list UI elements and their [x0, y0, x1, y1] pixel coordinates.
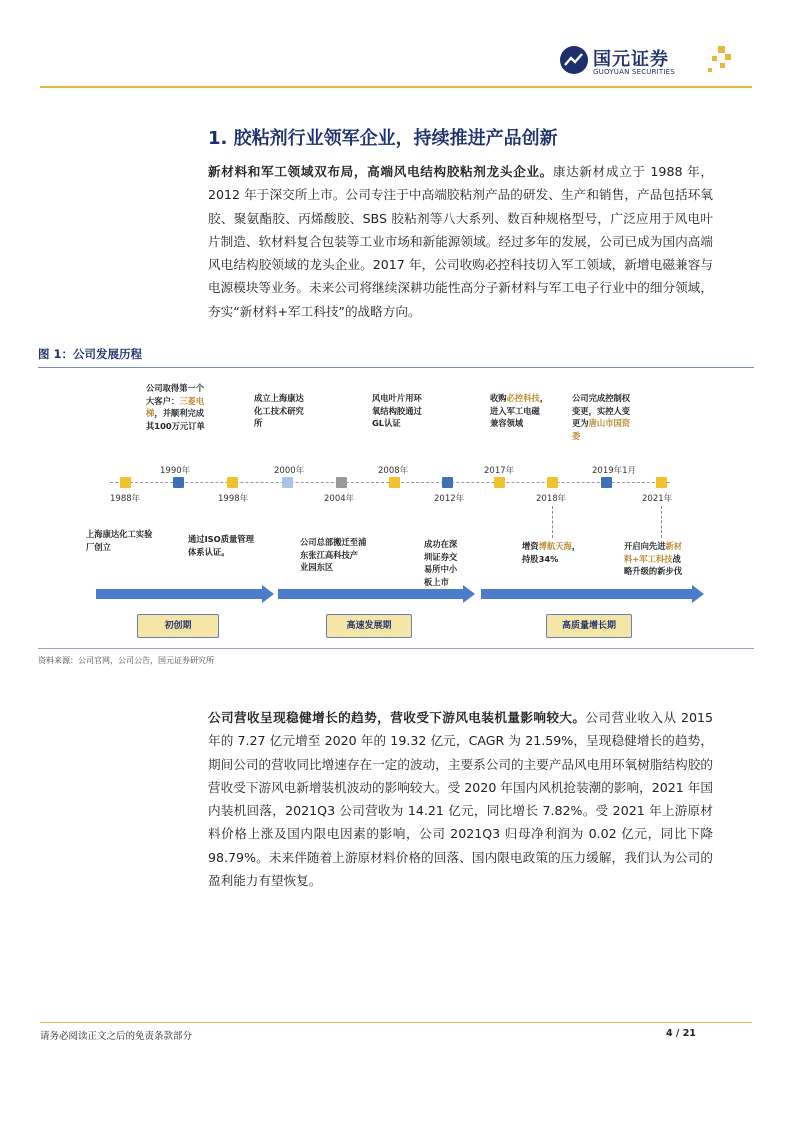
stem-2018 [552, 506, 553, 538]
marker-1998 [227, 477, 238, 488]
stem-2021 [661, 506, 662, 538]
logo-text-cn: 国元证券 [593, 49, 669, 70]
year-2004: 2004年 [324, 494, 355, 504]
event-2004: 公司总部搬迁至浦 东张江高科技产 业园东区 [300, 537, 367, 572]
logo-mark-icon [560, 46, 588, 74]
event-2000: 成立上海康达 化工技术研究 所 [254, 393, 304, 428]
event-2021: 开启向先进新材 料+军工科技战 略升级的新步伐 [624, 541, 683, 576]
event-1998: 通过ISO质量管理 体系认证。 [188, 534, 254, 557]
figure-title: 图 1：公司发展历程 [38, 347, 143, 361]
event-2008: 风电叶片用环 氧结构胶通过 GL认证 [372, 393, 422, 428]
phase-startup: 初创期 [137, 614, 219, 638]
footer-disclaimer: 请务必阅读正文之后的免责条款部分 [40, 1031, 193, 1042]
logo-text-en: GUOYUAN SECURITIES [593, 68, 675, 76]
intro-paragraph [208, 160, 713, 323]
year-1990: 1990年 [160, 466, 191, 476]
year-2017: 2017年 [484, 466, 515, 476]
revenue-body: 公司营业收入从 2015 年的 7.27 亿元增至 2020 年的 19.32 亿元，CAGR 为 21.59%，呈现稳健增长的趋势，期间公司的营收同比增速存在一定的波动，主要系公司的主要产品风电用环氧树脂结构胶的营收受下游风电新增装机波动的影响较大。受 2020 年国内风机抢装潮的影响，2021 年国内装机回落，2021Q3 公司营收为 14.21 亿元，同比增长 7.82%。受 2021 年上游原材料价格上涨及国内限电因素的影响，公司 2021Q3 归母净利润为 0.02 亿元，同比下降 98.79%。未来伴随着上游原材料价格的回落、国内限电政策的压力缓解，我们认为公司的盈利能力有望恢复。 [208, 710, 713, 889]
marker-1988 [120, 477, 131, 488]
phase-arrow-3 [481, 585, 704, 603]
marker-2004 [336, 477, 347, 488]
year-2012: 2012年 [434, 494, 465, 504]
phase-rapid-growth: 高速发展期 [326, 614, 412, 638]
year-1988: 1988年 [110, 494, 141, 504]
phase-quality-growth: 高质量增长期 [546, 614, 632, 638]
page-number: 4 / 21 [666, 1028, 696, 1039]
marker-2019 [601, 477, 612, 488]
year-2008: 2008年 [378, 466, 409, 476]
marker-2021 [656, 477, 667, 488]
phase-arrow-2 [278, 585, 475, 603]
section-title: 1. 胶粘剂行业领军企业，持续推进产品创新 [208, 128, 558, 149]
year-2000: 2000年 [274, 466, 305, 476]
year-2018: 2018年 [536, 494, 567, 504]
revenue-paragraph [208, 706, 713, 892]
marker-2008 [389, 477, 400, 488]
timeline-figure [38, 368, 754, 648]
event-1990: 公司取得第一个 大客户：三菱电 梯，并顺利完成 其100万元订单 [146, 383, 205, 431]
marker-2012 [442, 477, 453, 488]
year-1998: 1998年 [218, 494, 249, 504]
event-2017: 收购必控科技， 进入军工电磁 兼容领域 [490, 393, 549, 428]
brand-logo [560, 44, 730, 84]
footer-divider [40, 1022, 752, 1023]
figure-source: 资料来源：公司官网，公司公告，国元证券研究所 [38, 656, 214, 665]
year-2021: 2021年 [642, 494, 673, 504]
header-divider [40, 86, 752, 88]
event-1988: 上海康达化工实验 厂创立 [86, 529, 153, 552]
event-2019: 公司完成控制权 变更，实控人变 更为唐山市国资 委 [572, 393, 631, 441]
phase-arrow-1 [96, 585, 274, 603]
marker-2000 [282, 477, 293, 488]
intro-body: 康达新材成立于 1988 年，2012 年于深交所上市。公司专注于中高端胶粘剂产品的研发、生产和销售，产品包括环氧胶、聚氨酯胶、丙烯酸胶、SBS 胶粘剂等八大系列、数百种规格型号，广泛应用于风电叶片制造、软材料复合包装等工业市场和新能源领域。经过多年的发展，公司已成为国内高端风电结构胶领域的龙头企业。2017 年，公司收购必控科技切入军工领域，新增电磁兼容与电源模块等业务。未来公司将继续深耕功能性高分子新材料与军工电子行业中的细分领域，夯实“新材料+军工科技”的战略方向。 [208, 164, 714, 319]
event-2018: 增资博航天海， 持股34% [522, 541, 581, 564]
marker-2018 [547, 477, 558, 488]
marker-1990 [173, 477, 184, 488]
logo-dots-icon [704, 46, 732, 76]
event-2012: 成功在深 圳证券交 易所中小 板上市 [424, 539, 458, 587]
intro-lead: 新材料和军工领域双布局，高端风电结构胶粘剂龙头企业。 [208, 164, 553, 179]
figure-bottom-rule [38, 648, 754, 649]
marker-2017 [494, 477, 505, 488]
phase-arrows [96, 584, 716, 604]
revenue-lead: 公司营收呈现稳健增长的趋势，营收受下游风电装机量影响较大。 [208, 710, 586, 725]
year-2019: 2019年1月 [592, 466, 637, 476]
